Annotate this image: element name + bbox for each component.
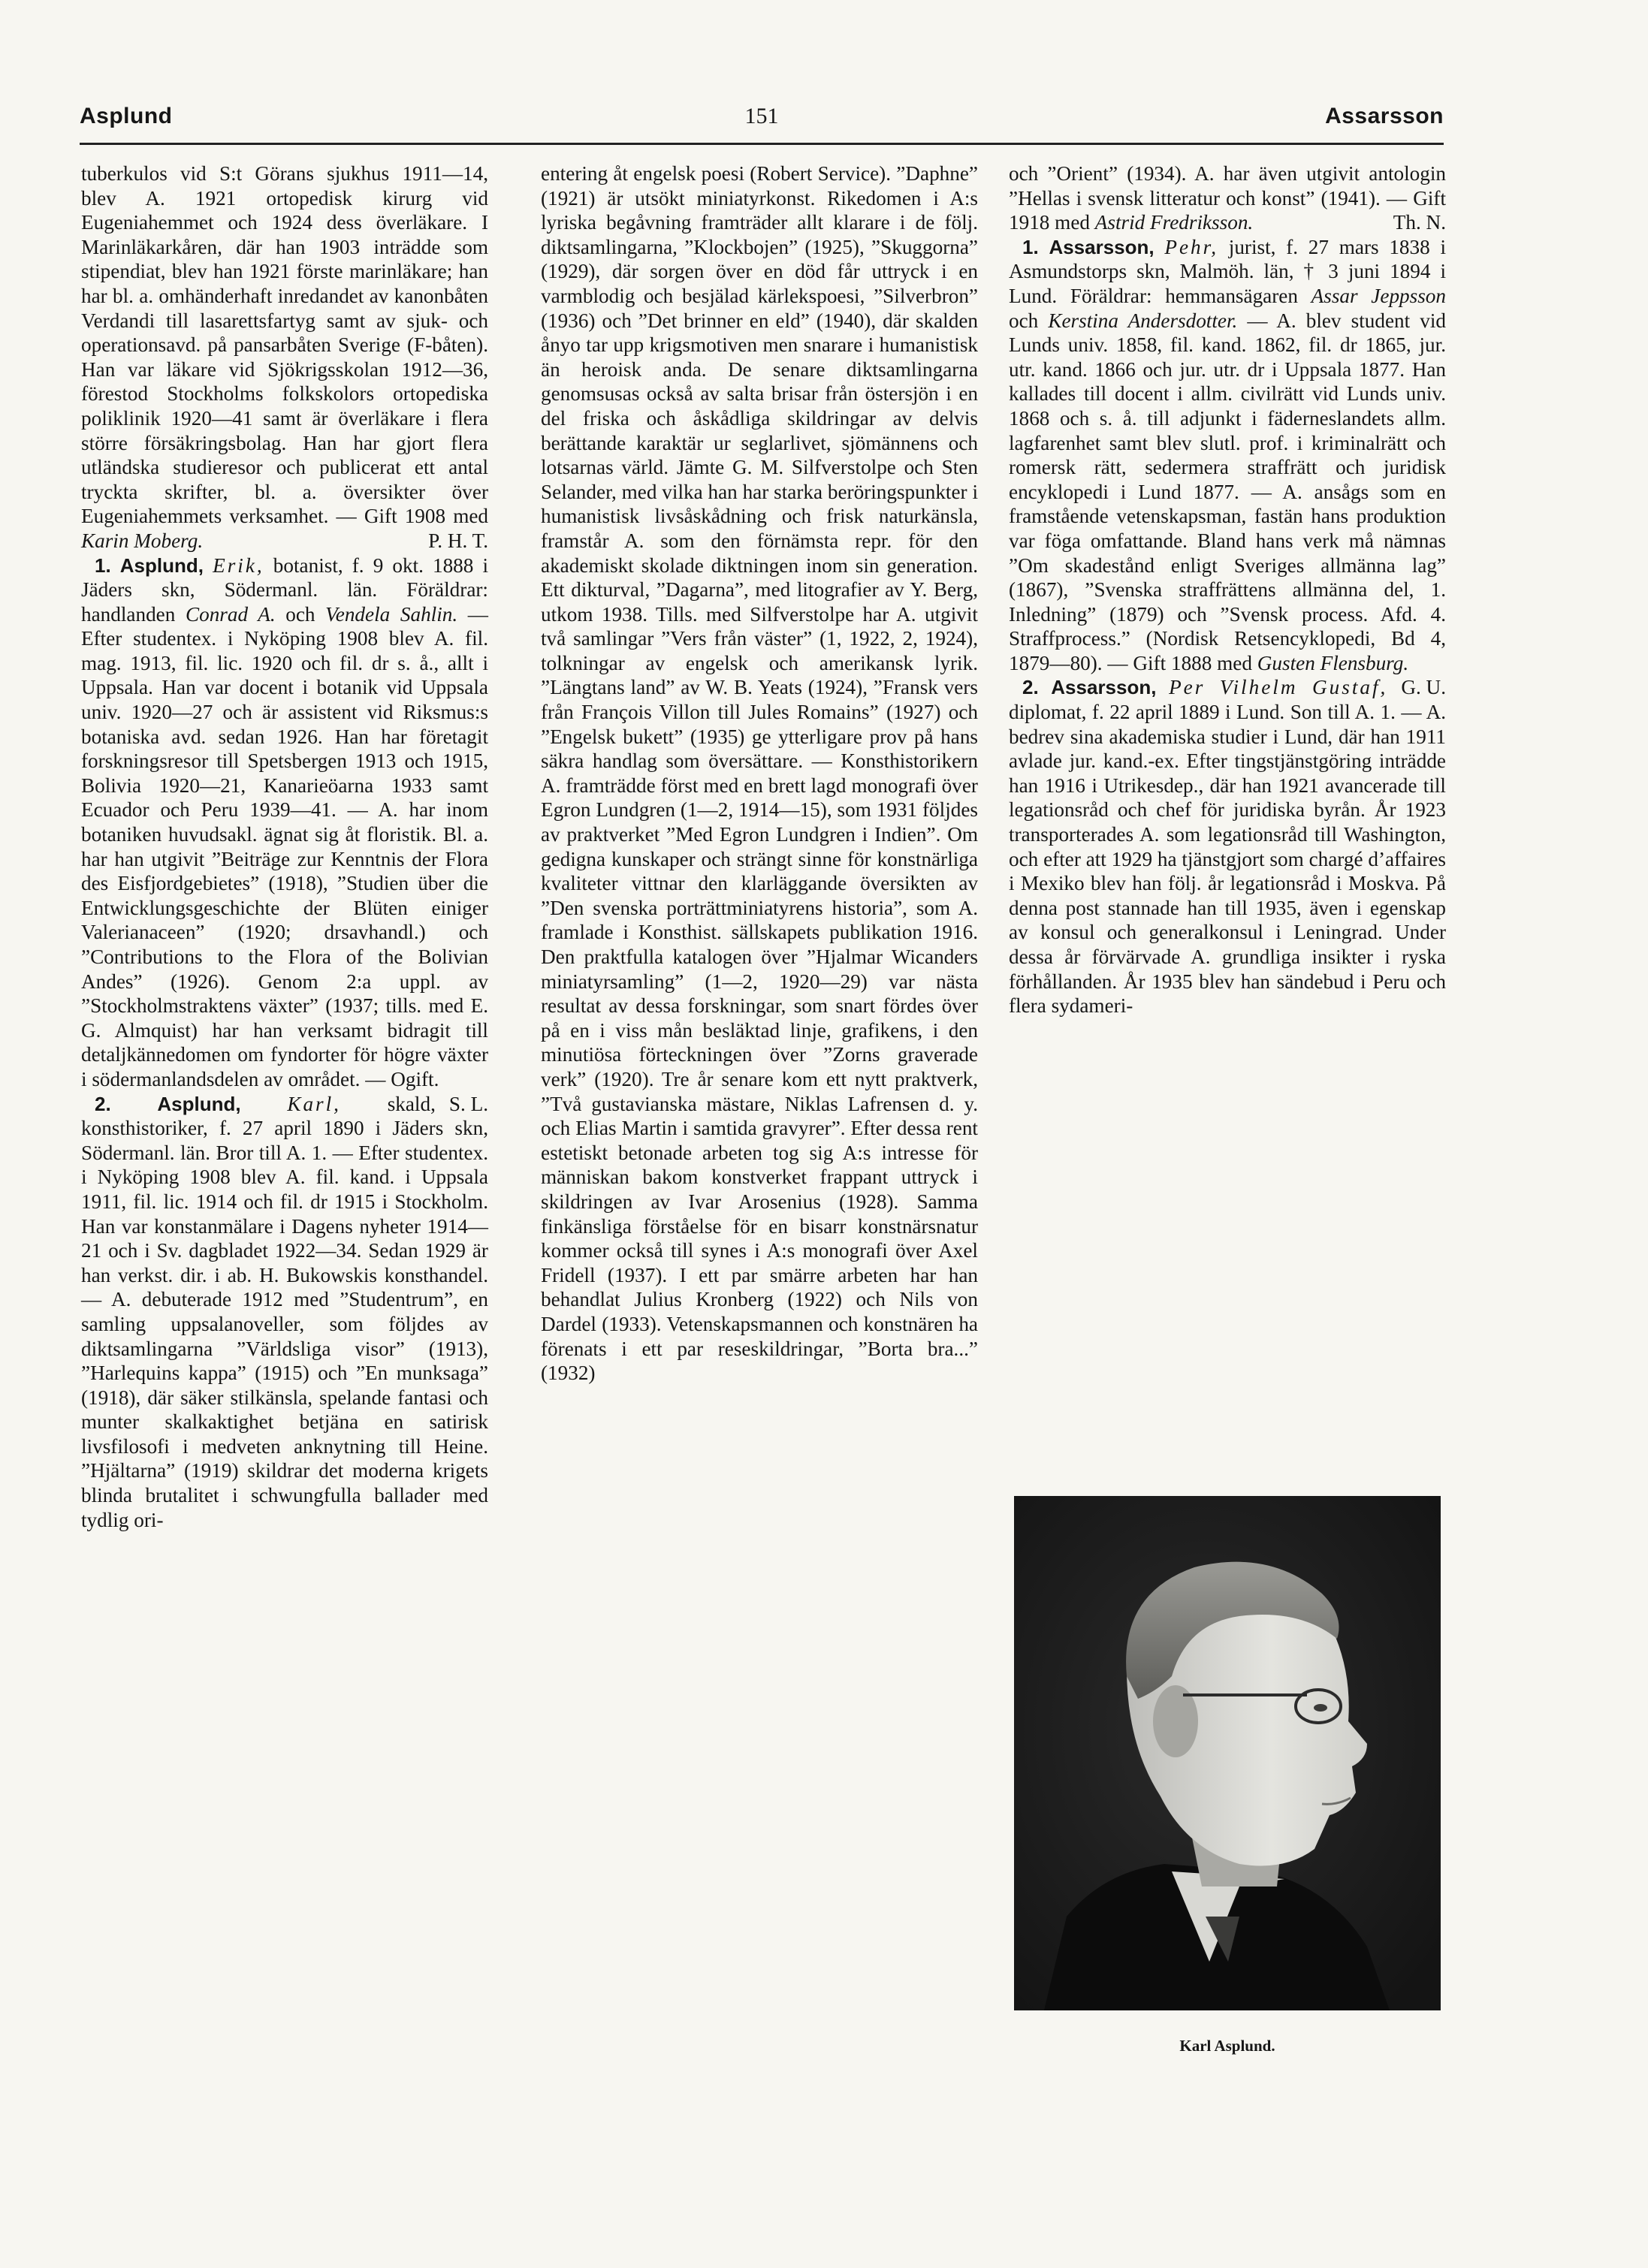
entry-asplund-karl: 2. Asplund, Karl, skald, konsthistoriker, f. 27 april 1890 i Jäders skn, Södermanl. län. Bror till A. 1. — Efter studentex. i Nyköping 1908 blev A. fil. kand. i Uppsala 1911, fil. lic. 1914 och fil. dr 1915 i Stockholm. Han var konstanmälare i Dagens nyheter 1914—21 och i Sv. dagbladet 1922—34. Sedan 1929 är han verkst. dir. i ab. H. Bukowskis konsthandel. — A. debuterade 1912 med ”Studentrum”, en samling uppsalanoveller, som följdes av diktsamlingarna ”Världsliga visor” (1913), ”Harlequins kappa” (1915) och ”En munksaga” (1918), där säker stilkänsla, spelande fantasi och munter skalkaktighet betjäna en satirisk livsfilosofi i medveten anknytning till Heine. ”Hjältarna” (1919) skildrar det moderna krigets blinda brutalitet i schwungfulla ballader med tydlig ori- <box>81 1092 488 1531</box>
author-signature: S. L. <box>448 1092 488 1115</box>
entry-given-name: Pehr, <box>1164 235 1219 258</box>
header-left-title: Asplund <box>80 104 173 128</box>
entry-given-name: Erik, <box>213 553 264 577</box>
running-header <box>80 104 1444 137</box>
page-number: 151 <box>744 104 779 128</box>
entry-continuation: och ”Orient” (1934). A. har även utgivit antologin ”Hellas i svensk litteratur och konst” (1941). — Gift 1918 med Astrid Fredriksson. Th. N. <box>1009 162 1446 234</box>
header-rule <box>80 143 1444 145</box>
header-right-title: Assarsson <box>1325 104 1444 128</box>
spouse-name: Karin Moberg. <box>81 529 204 552</box>
entry-assarsson-pehr: 1. Assarsson, Pehr, jurist, f. 27 mars 1838 i Asmundstorps skn, Malmöh. län, † 3 juni 1894 i Lund. Föräldrar: hemmansägaren Assar Jeppsson och Kerstina Andersdotter. — A. blev student vid Lunds univ. 1858, fil. kand. 1862, fil. dr 1865, jur. utr. kand. 1866 och jur. utr. dr i Uppsala 1877. Han kallades till docent i allm. civilrätt vid Lunds univ. 1868 och s. å. till adjunkt i fäderneslandets allm. lagfarenhet samt blev slutl. prof. i kriminalrätt och romersk rätt, sedermera straffrätt och juridisk encyklopedi i Lund 1877. — A. ansågs som en framstående vetenskapsman, fastän hans produktion var föga omfattande. Bland hans verk må nämnas ”Om skadestånd enligt Sveriges allmänna lag” (1867), ”Svenska straffrättens allmänna del, 1. Inledning” (1879) och ”Svensk process. Afd. 4. Straffprocess.” (Nordisk Retsencyklopedi, Bd 4, 1879—80). — Gift 1888 med Gusten Flensburg. G. U. <box>1009 235 1446 699</box>
entry-given-name: Per Vilhelm Gustaf, <box>1169 676 1388 699</box>
column-2 <box>541 161 978 1386</box>
author-signature: Th. N. <box>1393 211 1446 234</box>
column-3 <box>1009 161 1446 1018</box>
entry-continuation: tuberkulos vid S:t Görans sjukhus 1911—14, blev A. 1921 ortopedisk kirurg vid Eugeniahemmet och 1924 dess överläkare. I Marinläkarkåren, där han 1903 inträdde som stipendiat, blev han 1921 förste marinläkare; han har bl. a. omhänderhaft inredandet av kanonbåten Verdandi till lasarettsfartyg samt av sjuk- och operationsavd. på pansarbåten Sverige (F-båten). Han var läkare vid Sjökrigsskolan 1912—36, förestod Stockholms folkskolors ortopediska poliklinik 1920—41 samt är överläkare i flera större försäkringsbolag. Han har gjort flera utländska studieresor och publicerat ett antal tryckta skrifter, bl. a. översikter över Eugeniahemmets verksamhet. — Gift 1908 med Karin Moberg. P. H. T. <box>81 162 488 552</box>
entry-headword: Assarsson, <box>1049 235 1155 258</box>
spouse-name: Astrid Fredriksson. <box>1094 211 1254 234</box>
author-signature: G. U. <box>1401 676 1446 699</box>
entry-asplund-erik: 1. Asplund, Erik, botanist, f. 9 okt. 1888 i Jäders skn, Södermanl. län. Föräldrar: handlanden Conrad A. och Vendela Sahlin. — Efter studentex. i Nyköping 1908 blev A. fil. mag. 1913, fil. lic. 1920 och fil. dr s. å., allt i Uppsala. Han var docent i botanik vid Uppsala univ. 1920—27 och är assistent vid Riksmus:s botaniska avd. sedan 1926. Han har företagit forskningsresor till Spetsbergen 1913 och 1915, Bolivia 1920—21, Kanarieöarna 1933 samt Ecuador och Peru 1939—41. — A. har inom botaniken huvudsakl. ägnat sig åt floristik. Bl. a. har han utgivit ”Beiträge zur Kenntnis der Flora des Eisfjordgebietes” (1918), ”Studien über die Entwicklungsgeschichte der Blüten einiger Valerianaceen” (1920; drsavhandl.) och ”Contributions to the Flora of the Bolivian Andes” (1926). Genom 2:a uppl. av ”Stockholmstraktens växter” (1937; tills. med E. G. Almquist) har han verksamt bidragit till detaljkännedomen om fyndorter för högre växter i södermanlandsdelen av området. — Ogift. S. L. <box>81 553 489 1115</box>
entry-given-name: Karl, <box>287 1092 341 1115</box>
entry-assarsson-per: 2. Assarsson, Per Vilhelm Gustaf, diplomat, f. 22 april 1889 i Lund. Son till A. 1. — A. bedrev sina akademiska studier i Lund, där han 1911 avlade jur. kand.-ex. Efter tingstjänstgöring inträdde han 1916 i Utrikesdep., där han 1921 avancerade till legationsråd och chef för juridiska byrån. År 1923 transporterades A. som legationsråd till Washington, och efter att 1929 ha tjänstgjort som chargé d’affaires i Mexiko blev han följ. år legationsråd i Moskva. På denna post stannade han till 1935, även i egenskap av konsul och generalkonsul i Leningrad. Under dessa år förvärvade A. grundliga insikter i ryska förhållanden. År 1935 blev han sändebud i Peru och flera sydameri- <box>1009 676 1446 1018</box>
photo-caption: Karl Asplund. <box>1179 2037 1275 2055</box>
column-1 <box>81 161 488 1532</box>
entry-headword: Asplund, <box>119 553 204 577</box>
author-signature: P. H. T. <box>428 529 488 552</box>
entry-continuation: entering åt engelsk poesi (Robert Service). ”Daphne” (1921) är utsökt miniatyrkonst. Rikedomen i A:s lyriska begåvning framträder allt klarare i de följ. diktsamlingarna, ”Klockbojen” (1925), ”Skuggorna” (1929), där sorgen över en död får uttryck i en varmblodig och besjälad kärlekspoesi, ”Silverbron” (1936) och ”Det brinner en eld” (1940), där skalden ånyo tar upp krigsmotiven men snarare i humanistisk än heroisk anda. De senare diktsamlingarna genomsusas också av salta brisar från östersjön i en del friska och åskådliga skildringar av delvis berättande karaktär ur seglarlivet, sjömännens och lotsarnas värld. Jämte G. M. Silfverstolpe och Sten Selander, med vilka han har starka beröringspunkter i humanistisk livsåskådning och frisk naturkänsla, framstår A. som den förnämsta repr. för den akademiskt skolade diktningen inom sin generation. Ett dikturval, ”Dagarna”, med litografier av Y. Berg, utkom 1938. Tills. med Silfverstolpe har A. utgivit två samlingar ”Vers från väster” (1, 1922, 2, 1924), tolkningar av engelsk och amerikansk lyrik. ”Längtans land” av W. B. Yeats (1924), ”Fransk vers från François Villon till Jules Romains” (1927) och ”Engelsk bukett” (1935) ge ytterligare prov på hans säkra handlag som översättare. — Konsthistorikern A. framträdde först med en brett lagd monografi över Egron Lundgren (1—2, 1914—15), som 1931 följdes av praktverket ”Med Egron Lundgren i Indien”. Om gedigna kunskaper och strängt sinne för konstnärliga kvaliteter vittnar den klarläggande översikten av ”Den svenska porträttminiatyrens historia”, som A. framlade i Konsthist. sällskapets publikation 1916. Den praktfulla katalogen över ”Hjalmar Wicanders miniatyrsamling” (1—2, 1920—29) var nästa resultat av dessa forskningar, som snart fördes över på en i viss mån besläktad linje, grafikens, i den minutiösa förteckningen över ”Zorns graverade verk” (1920). Tre år senare kom ett nytt praktverk, ”Två gustavianska mästare, Niklas Lafrensen d. y. och Elias Martin i samtida gravyrer”. Efter dessa rent estetiskt betonade arbeten tog sig A:s intresse för människan bakom konstverket frappant uttryck i skildringen av Ivar Arosenius (1928). Samma finkänsliga förståelse för en bisarr konstnärsnatur kommer också till synes i A:s monografi över Axel Fridell (1937). I ett par smärre arbeten har han behandlat Julius Kronberg (1922) och Nils von Dardel (1933). Vetenskapsmannen och konstnären ha förenats i ett par reseskildringar, ”Borta bra...” (1932) <box>541 162 978 1385</box>
entry-headword: Asplund, <box>157 1092 241 1115</box>
entry-headword: Assarsson, <box>1051 676 1157 699</box>
portrait-photo <box>1014 1496 1441 2010</box>
portrait-figure <box>1014 1496 1441 2010</box>
